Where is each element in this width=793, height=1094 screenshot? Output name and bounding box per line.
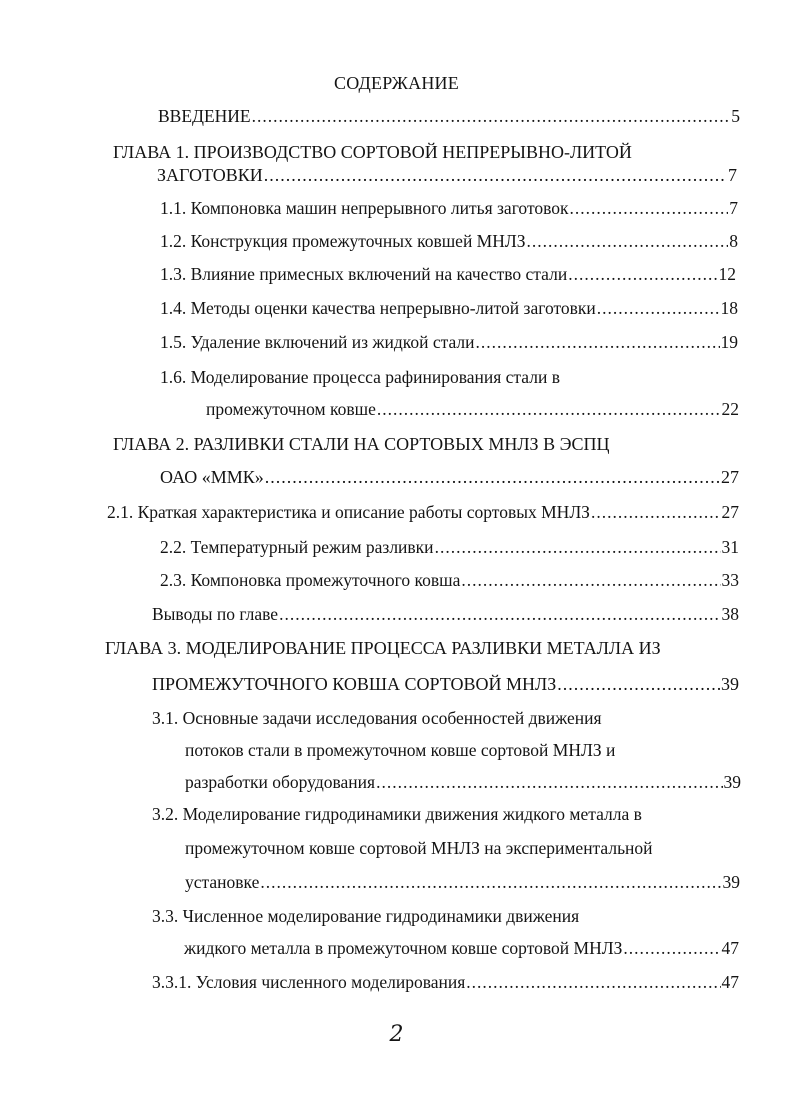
toc-entry-3-2-line2: промежуточном ковше сортовой МНЛЗ на экспериментальной: [185, 838, 653, 858]
toc-leader-dots: [260, 870, 721, 894]
toc-leader-dots: [466, 970, 720, 994]
toc-entry-page: 8: [729, 231, 738, 251]
toc-entry-3-3-1: [152, 970, 739, 994]
toc-entry-text: ВВЕДЕНИЕ: [158, 106, 251, 126]
toc-leader-dots: [557, 672, 720, 696]
toc-entry-page: 38: [721, 604, 739, 624]
toc-entry-page: 39: [722, 872, 740, 892]
toc-leader-dots: [591, 500, 721, 524]
toc-entry-page: 27: [721, 467, 739, 487]
toc-entry-3-3: [184, 936, 739, 960]
toc-entry-page: 22: [721, 399, 739, 419]
toc-entry-text: 2.2. Температурный режим разливки: [160, 537, 434, 557]
toc-entry-page: 39: [723, 772, 741, 792]
toc-leader-dots: [376, 770, 722, 794]
toc-entry-2-2: [160, 535, 739, 559]
toc-entry-1-6-line1: 1.6. Моделирование процесса рафинирования стали в: [160, 367, 560, 387]
toc-leader-dots: [527, 229, 729, 253]
toc-entry-text: 1.5. Удаление включений из жидкой стали: [160, 332, 475, 352]
toc-leader-dots: [597, 296, 720, 320]
toc-entry-page: 5: [731, 106, 740, 126]
toc-entry-page: 31: [721, 537, 739, 557]
toc-leader-dots: [475, 330, 719, 354]
toc-entry-text: ЗАГОТОВКИ: [157, 165, 263, 185]
toc-chapter-2-heading: ГЛАВА 2. РАЗЛИВКИ СТАЛИ НА СОРТОВЫХ МНЛЗ В ЭСПЦ: [113, 434, 610, 454]
toc-entry-page: 12: [718, 264, 736, 284]
toc-leader-dots: [435, 535, 721, 559]
toc-entry-text: жидкого металла в промежуточном ковше сортовой МНЛЗ: [184, 938, 623, 958]
toc-entry-page: 47: [721, 938, 739, 958]
toc-entry-text: Выводы по главе: [152, 604, 279, 624]
toc-entry-2-1: [107, 500, 739, 524]
toc-entry-page: 7: [728, 165, 737, 185]
toc-chapter-2-entry: [160, 465, 739, 489]
toc-entry-text: ПРОМЕЖУТОЧНОГО КОВША СОРТОВОЙ МНЛЗ: [152, 674, 557, 694]
toc-entry-text: 1.2. Конструкция промежуточных ковшей МНЛЗ: [160, 231, 526, 251]
toc-leader-dots: [279, 602, 720, 626]
toc-leader-dots: [623, 936, 720, 960]
toc-chapter-1-heading: ГЛАВА 1. ПРОИЗВОДСТВО СОРТОВОЙ НЕПРЕРЫВНО-ЛИТОЙ: [113, 142, 632, 162]
toc-chapter-3-heading: ГЛАВА 3. МОДЕЛИРОВАНИЕ ПРОЦЕССА РАЗЛИВКИ МЕТАЛЛА ИЗ: [105, 638, 661, 658]
toc-leader-dots: [461, 568, 720, 592]
toc-entry-page: 27: [721, 502, 739, 522]
toc-leader-dots: [570, 196, 729, 220]
toc-chapter-1-entry: [157, 163, 737, 187]
toc-entry-page: 19: [720, 332, 738, 352]
toc-entry-1-3: [160, 262, 736, 286]
toc-entry-page: 39: [721, 674, 739, 694]
toc-leader-dots: [568, 262, 717, 286]
toc-entry-text: 2.3. Компоновка промежуточного ковша: [160, 570, 461, 590]
toc-entry-page: 18: [720, 298, 738, 318]
toc-entry-3-1-line1: 3.1. Основные задачи исследования особенностей движения: [152, 708, 602, 728]
toc-chapter-3-entry: [152, 672, 739, 696]
toc-entry-text: 2.1. Краткая характеристика и описание работы сортовых МНЛЗ: [107, 502, 590, 522]
toc-entry-1-5: [160, 330, 738, 354]
toc-entry-1-2: [160, 229, 738, 253]
toc-entry-3-3-line1: 3.3. Численное моделирование гидродинамики движения: [152, 906, 580, 926]
toc-entry-page: 33: [721, 570, 739, 590]
toc-entry-intro: [158, 104, 740, 128]
toc-leader-dots: [252, 104, 731, 128]
toc-entry-chapter-2-conclusions: [152, 602, 739, 626]
toc-entry-3-1-line2: потоков стали в промежуточном ковше сортовой МНЛЗ и: [185, 740, 616, 760]
toc-entry-text: 3.3.1. Условия численного моделирования: [152, 972, 466, 992]
toc-entry-3-1: [185, 770, 741, 794]
toc-entry-page: 7: [729, 198, 738, 218]
toc-entry-2-3: [160, 568, 739, 592]
toc-entry-1-1: [160, 196, 738, 220]
toc-entry-1-6: [206, 397, 739, 421]
toc-leader-dots: [377, 397, 721, 421]
toc-entry-1-4: [160, 296, 738, 320]
toc-entry-page: 47: [721, 972, 739, 992]
toc-entry-text: промежуточном ковше: [206, 399, 376, 419]
toc-entry-3-2-line1: 3.2. Моделирование гидродинамики движения жидкого металла в: [152, 804, 642, 824]
toc-entry-text: разработки оборудования: [185, 772, 376, 792]
page-title: СОДЕРЖАНИЕ: [334, 73, 459, 93]
toc-entry-text: ОАО «ММК»: [160, 467, 264, 487]
toc-entry-text: 1.4. Методы оценки качества непрерывно-литой заготовки: [160, 298, 596, 318]
toc-leader-dots: [264, 163, 727, 187]
page-number: 2: [389, 1022, 404, 1047]
toc-entry-text: 1.3. Влияние примесных включений на качество стали: [160, 264, 568, 284]
toc-leader-dots: [265, 465, 720, 489]
toc-entry-text: 1.1. Компоновка машин непрерывного литья заготовок: [160, 198, 569, 218]
toc-entry-3-2: [185, 870, 740, 894]
toc-entry-text: установке: [185, 872, 260, 892]
